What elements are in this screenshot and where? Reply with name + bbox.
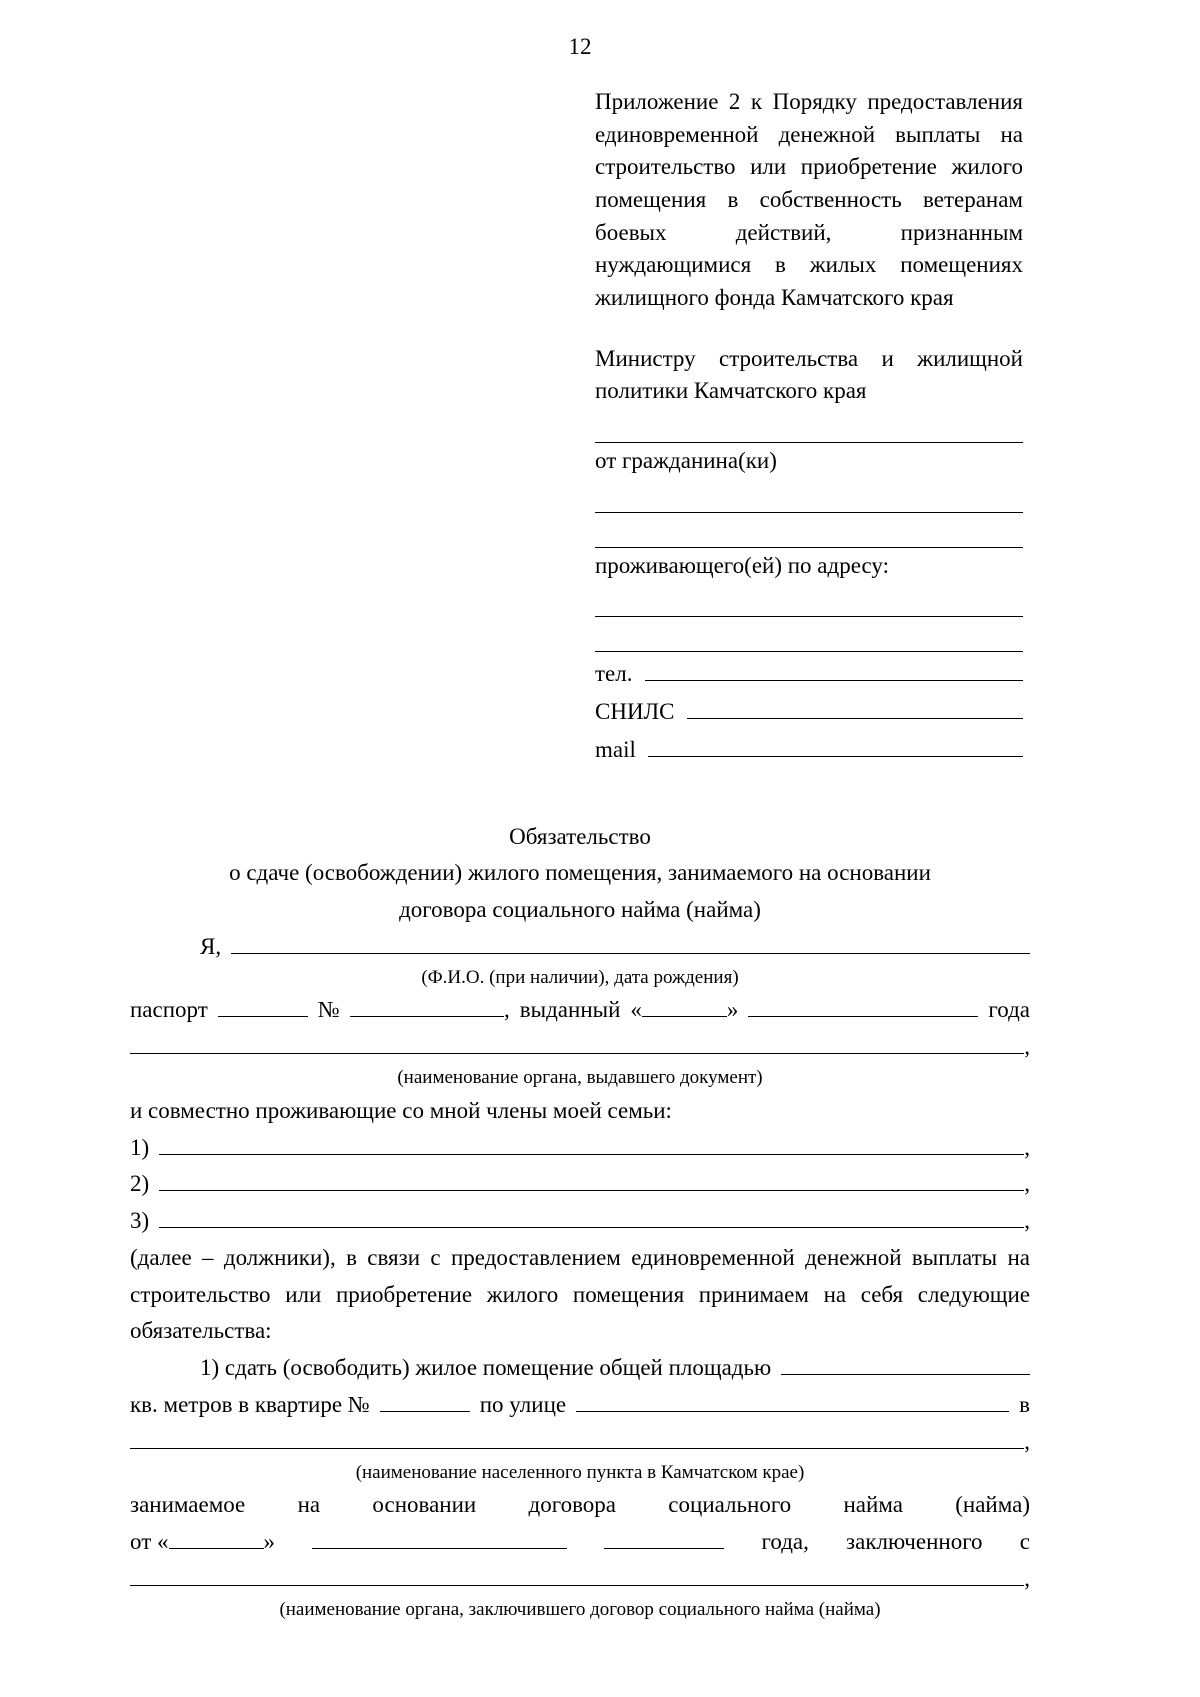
tel-line bbox=[595, 656, 1023, 690]
blank-line-name bbox=[595, 411, 1023, 443]
appendix-paragraph: Приложение 2 к Порядку предоставления единовременной денежной выплаты на строительство или приобретение жилого помещения в собственность ветеранам боевых действий, признанным нуждающимися в жилых помещениях жилищного фонда Камчатского края bbox=[595, 89, 1023, 310]
with-word: с bbox=[1019, 1529, 1030, 1555]
apartment-line bbox=[130, 1387, 1030, 1424]
number-sign: № bbox=[317, 997, 340, 1023]
i-label: Я, bbox=[200, 933, 222, 959]
comma-text: , bbox=[1024, 1034, 1030, 1060]
snils-line bbox=[595, 694, 1023, 728]
item-1-label: 1) bbox=[130, 1134, 150, 1160]
obligation-subtitle-2: договора социального найма (найма) bbox=[399, 897, 761, 923]
family-member-line-3 bbox=[130, 1203, 1030, 1240]
blank-line-address-1 bbox=[595, 585, 1023, 617]
open-quote: « bbox=[630, 997, 642, 1023]
comma-text: , bbox=[1024, 1208, 1030, 1234]
contract-date-line bbox=[130, 1524, 1030, 1561]
area-blank-field bbox=[781, 1351, 1030, 1375]
mail-blank-field bbox=[648, 732, 1023, 756]
family-member-2-blank bbox=[159, 1167, 1024, 1191]
mail-label: mail bbox=[595, 736, 636, 762]
passport-number-group bbox=[350, 992, 510, 1029]
passport-label: паспорт bbox=[130, 997, 208, 1023]
contract-year-blank bbox=[604, 1525, 724, 1549]
comma-text: , bbox=[1024, 1428, 1030, 1454]
comma-text: , bbox=[504, 997, 510, 1023]
year-label: года bbox=[988, 997, 1030, 1023]
comma-text: , bbox=[1024, 1565, 1030, 1591]
passport-line bbox=[130, 992, 1030, 1029]
family-member-1-blank bbox=[159, 1130, 1024, 1154]
obligation-subtitle-1: о сдаче (освобождении) жилого помещения, занимаемого на основании bbox=[229, 860, 931, 886]
family-members-intro: и совместно проживающие со мной члены моей семьи: bbox=[130, 1097, 672, 1123]
issuing-authority-line bbox=[130, 1029, 1030, 1066]
year-comma-label: года, bbox=[761, 1529, 809, 1555]
snils-blank-field bbox=[687, 694, 1023, 718]
contract-authority-caption: (наименование органа, заключившего договор социального найма (найма) bbox=[279, 1598, 881, 1620]
close-quote: » bbox=[726, 997, 739, 1023]
issued-label: выданный bbox=[519, 997, 621, 1023]
blank-line-address-2 bbox=[595, 620, 1023, 652]
issuing-authority-blank bbox=[130, 1030, 1024, 1054]
obligation-heading: Обязательство bbox=[509, 823, 651, 849]
sqm-label: кв. метров в квартире № bbox=[130, 1392, 370, 1418]
item-3-label: 3) bbox=[130, 1208, 150, 1234]
issue-month-blank bbox=[748, 993, 978, 1017]
blank-line-name-3 bbox=[595, 516, 1023, 548]
close-quote: » bbox=[263, 1529, 275, 1555]
page-number: 12 bbox=[568, 34, 592, 59]
in-word: в bbox=[1019, 1392, 1030, 1418]
blank-line-name-2 bbox=[595, 481, 1023, 513]
settlement-blank bbox=[130, 1424, 1024, 1448]
contract-authority-blank bbox=[130, 1562, 1024, 1586]
snils-label: СНИЛС bbox=[595, 698, 675, 724]
contract-month-blank bbox=[312, 1525, 567, 1549]
issuing-authority-caption: (наименование органа, выдавшего документ) bbox=[397, 1067, 763, 1089]
comma-text: , bbox=[1024, 1134, 1030, 1160]
debtors-paragraph: (далее – должники), в связи с предоставлением единовременной денежной выплаты на строительство или приобретение жилого помещения принимаем на себя следующие обязательства: bbox=[130, 1244, 1030, 1344]
contract-day-blank bbox=[169, 1525, 264, 1549]
addressee-paragraph: Министру строительства и жилищной политики Камчатского края bbox=[595, 345, 1023, 404]
passport-number-blank bbox=[350, 993, 504, 1017]
obligation-1-line bbox=[130, 1350, 1030, 1387]
apartment-number-blank bbox=[380, 1388, 470, 1412]
contract-date-group bbox=[130, 1524, 275, 1561]
item-2-label: 2) bbox=[130, 1171, 150, 1197]
occupied-line: занимаемое на основании договора социального найма (найма) bbox=[130, 1492, 1030, 1518]
tel-label: тел. bbox=[595, 660, 633, 686]
mail-line bbox=[595, 732, 1023, 766]
from-citizen-label: от гражданина(ки) bbox=[595, 447, 777, 473]
comma-text: , bbox=[1024, 1171, 1030, 1197]
passport-series-blank bbox=[218, 993, 308, 1017]
issue-date-group bbox=[630, 992, 738, 1029]
family-member-line-2 bbox=[130, 1166, 1030, 1203]
settlement-line bbox=[130, 1424, 1030, 1461]
street-name-blank bbox=[576, 1388, 1009, 1412]
fio-caption: (Ф.И.О. (при наличии), дата рождения) bbox=[421, 966, 739, 988]
obligation-1-text: 1) сдать (освободить) жилое помещение общей площадью bbox=[200, 1355, 772, 1381]
concluded-label: заключенного bbox=[846, 1529, 983, 1555]
from-label: от « bbox=[130, 1529, 169, 1555]
header-block bbox=[595, 86, 1023, 767]
tel-blank-field bbox=[645, 656, 1024, 680]
street-label: по улице bbox=[479, 1392, 567, 1418]
fio-line bbox=[130, 929, 1030, 966]
family-member-line-1 bbox=[130, 1130, 1030, 1167]
fio-blank-field bbox=[231, 929, 1030, 953]
document-body bbox=[130, 819, 1030, 1623]
contract-authority-line bbox=[130, 1561, 1030, 1598]
family-member-3-blank bbox=[159, 1204, 1024, 1228]
issue-day-blank bbox=[642, 993, 727, 1017]
residing-label: проживающего(ей) по адресу: bbox=[595, 552, 889, 578]
settlement-caption: (наименование населенного пункта в Камчатском крае) bbox=[355, 1461, 805, 1483]
